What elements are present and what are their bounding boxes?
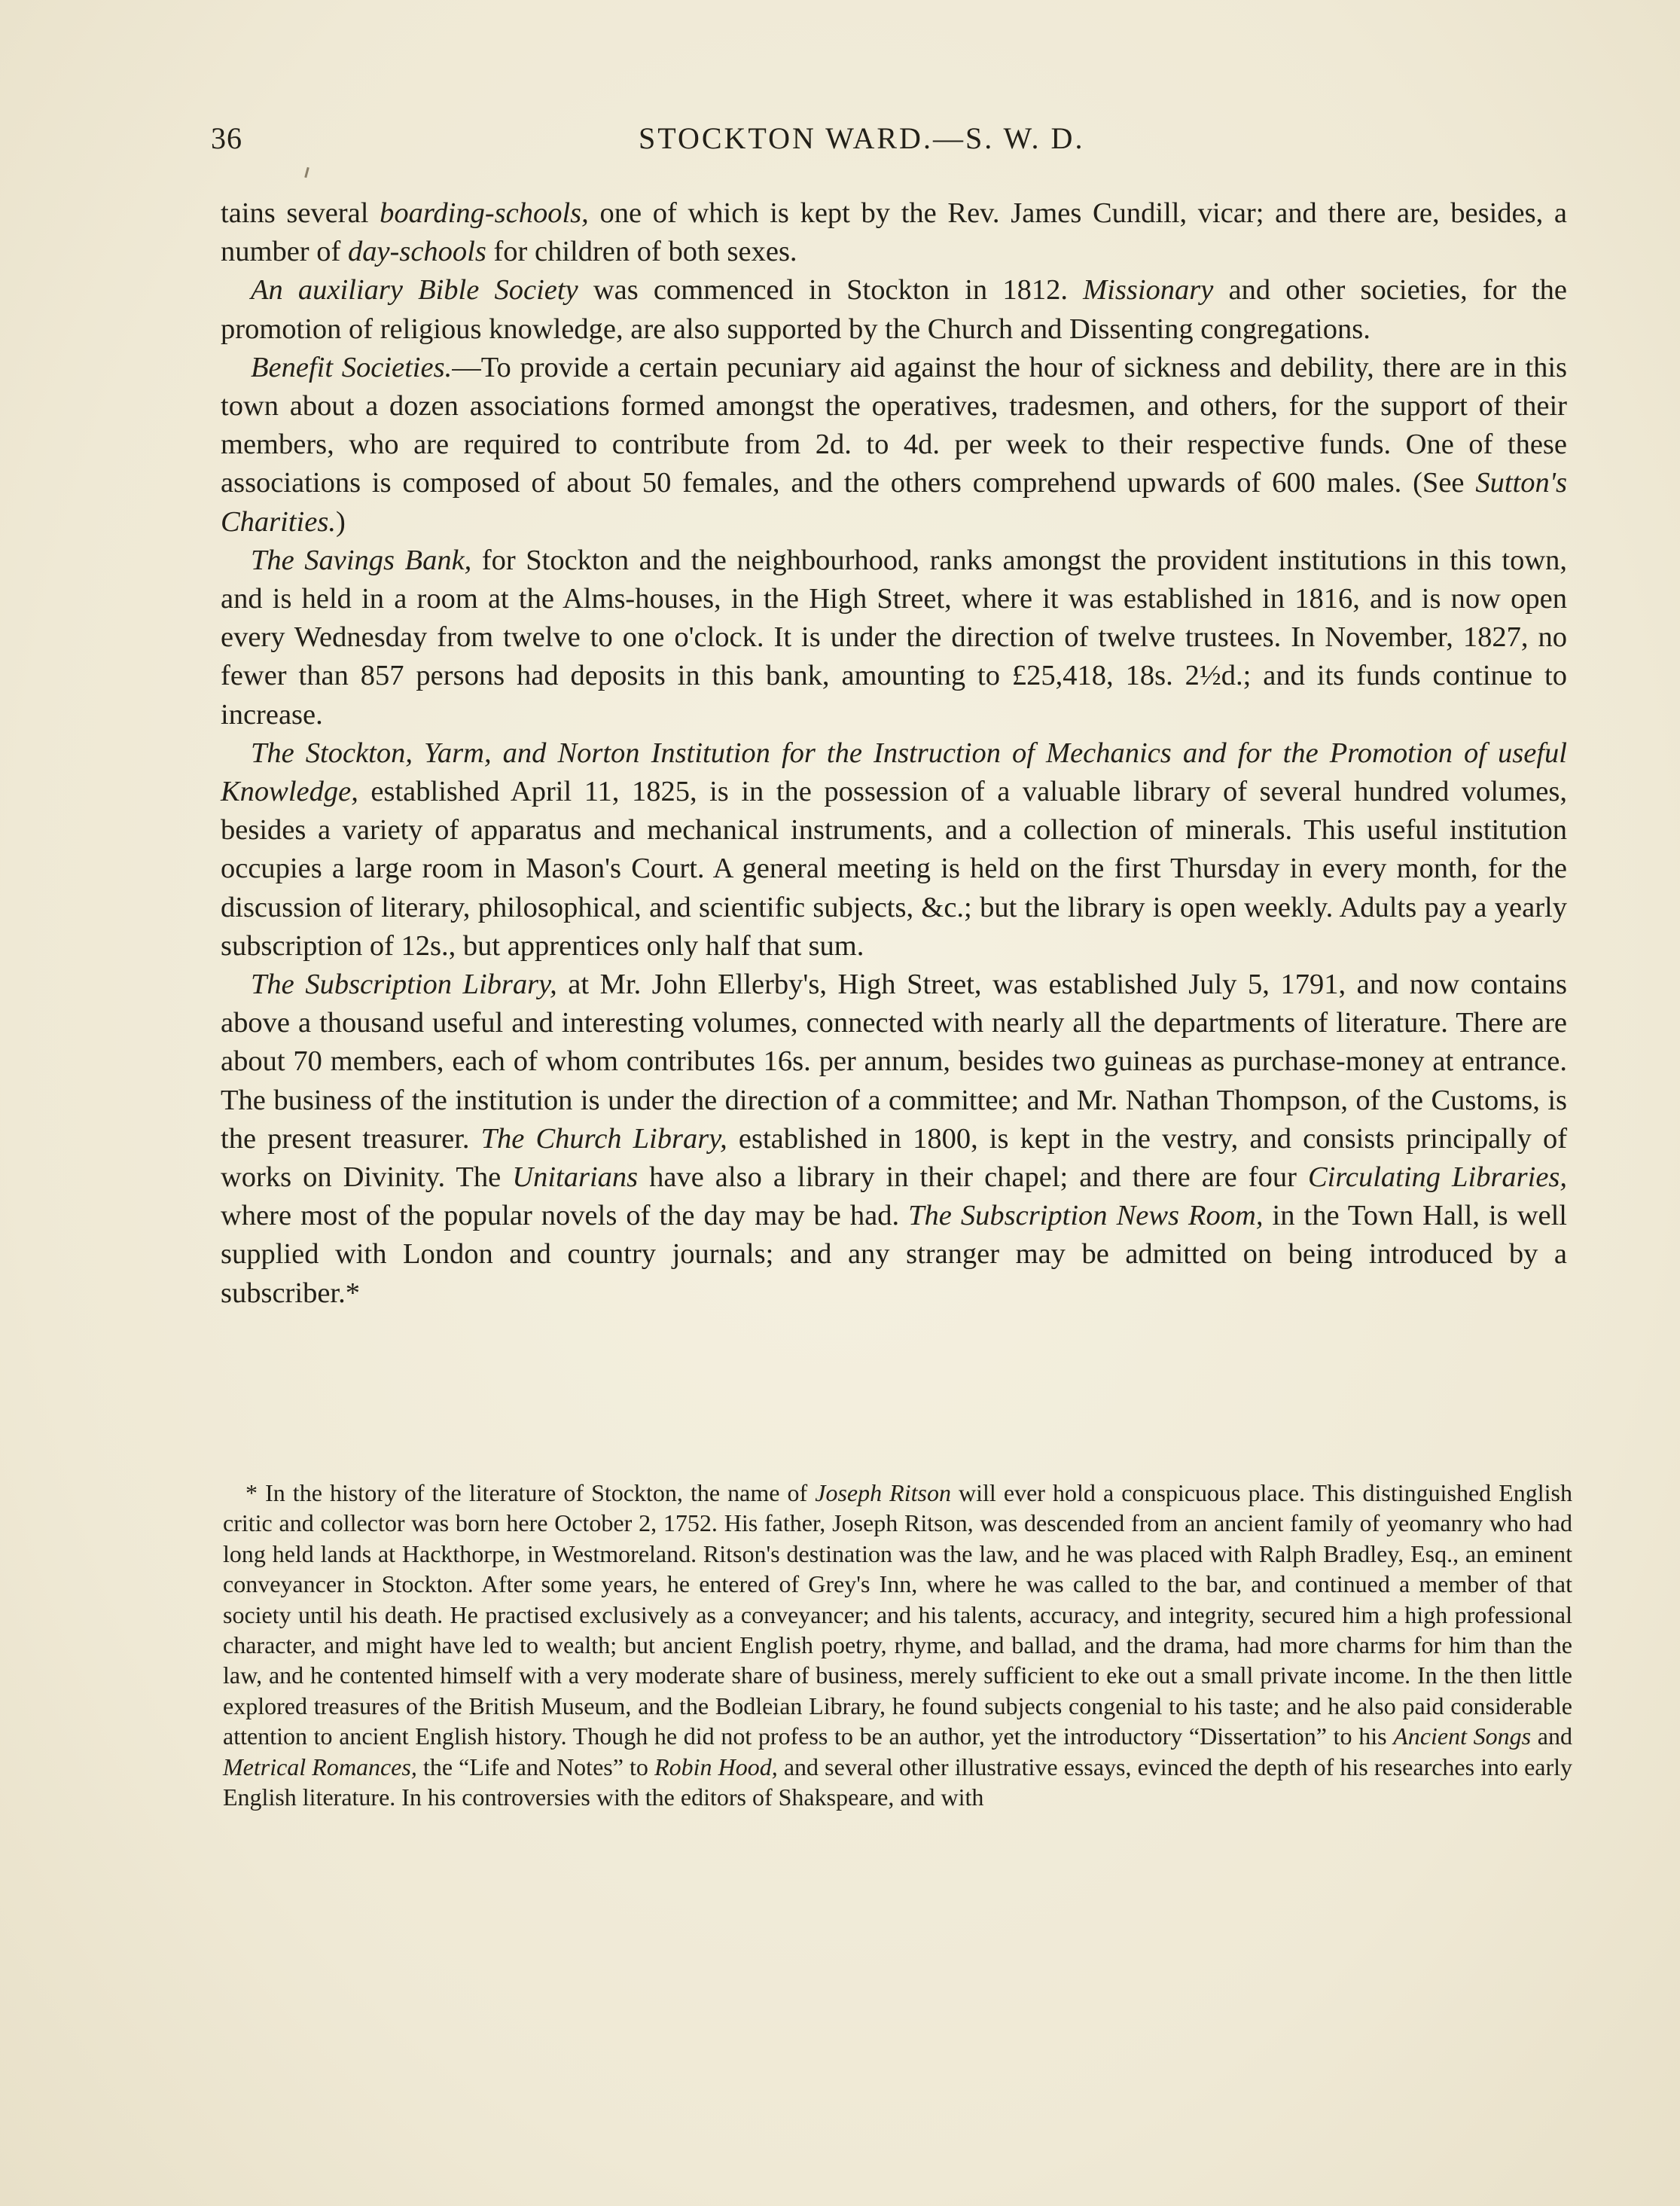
paragraph-benefit-societies: Benefit Societies.—To provide a certain pecuniary aid against the hour of sickness and debility, there are in this town about a dozen associations formed amongst the operatives, tradesmen, and others, for the support of their members, who are required to contribute from 2d. to 4d. per week to their respective funds. One of these associations is composed of about 50 females, and the others comprehend upwards of 600 males. (See Sutton's Charities.) [221,351,1568,538]
ink-mark [304,167,309,178]
paragraph-libraries: The Subscription Library, at Mr. John Ellerby's, High Street, was established July 5, 1791, and now contains above a thousand useful and interesting volumes, connected with nearly all the departments of literature. There are about 70 members, each of whom contributes 16s. per annum, besides two guineas as purchase-money at entrance. The business of the institution is under the direction of a committee; and Mr. Nathan Thompson, of the Customs, is the present treasurer. The Church Library, established in 1800, is kept in the vestry, and consists principally of works on Divinity. The Unitarians have also a library in their chapel; and there are four Circulating Libraries, where most of the popular novels of the day may be had. The Subscription News Room, in the Town Hall, is well supplied with London and country journals; and any stranger may be admitted on being introduced by a subscriber.* [221,969,1568,1309]
paragraph-mechanics-institution: The Stockton, Yarm, and Norton Institution for the Instruction of Mechanics and for the Promotion of useful Knowledge, established April 11, 1825, is in the possession of a valuable library of several hundred volumes, besides a variety of apparatus and mechanical instruments, and a collection of minerals. This useful institution occupies a large room in Mason's Court. A general meeting is held on the first Thursday in every month, for the discussion of literary, philosophical, and scientific subjects, &c.; but the library is open weekly. Adults pay a yearly subscription of 12s., but apprentices only half that sum. [221,737,1567,962]
paragraph-schools: tains several boarding-schools, one of which is kept by the Rev. James Cundill, vicar; and there are, besides, a number of day-schools for children of both sexes. [221,197,1567,268]
running-head: STOCKTON WARD.—S. W. D. [639,121,1085,155]
footnote-ritson: * In the history of the literature of Stockton, the name of Joseph Ritson will ever hold a conspicuous place. This distinguished English critic and collector was born here October 2, 1752. His father, Joseph Ritson, was descended from an ancient family of yeomanry who had long held lands at Hackthorpe, in Westmoreland. Ritson's destination was the law, and he was placed with Ralph Bradley, Esq., an eminent conveyancer in Stockton. After some years, he entered of Grey's Inn, where he was called to the bar, and continued a member of that society until his death. He practised exclusively as a conveyancer; and his talents, accuracy, and integrity, secured him a high professional character, and might have led to wealth; but ancient English poetry, rhyme, and ballad, and the drama, had more charms for him than the law, and he contented himself with a very moderate share of business, merely sufficient to eke out a small private income. In the then little explored treasures of the British Museum, and the Bodleian Library, he found subjects congenial to his taste; and he also paid considerable attention to ancient English history. Though he did not profess to be an author, yet the introductory “Dissertation” to his Ancient Songs and Metrical Romances, the “Life and Notes” to Robin Hood, and several other illustrative essays, evinced the depth of his researches into early English literature. In his controversies with the editors of Shakspeare, and with [223,1479,1573,1811]
footnote [223,1478,1572,1812]
page-number: 36 [211,121,242,155]
paragraph-bible-society: An auxiliary Bible Society was commenced in Stockton in 1812. Missionary and other societies, for the promotion of religious knowledge, are also supported by the Church and Dissenting congregations. [221,274,1567,345]
page-header [211,121,1566,166]
main-text [221,194,1567,1313]
paragraph-savings-bank: The Savings Bank, for Stockton and the neighbourhood, ranks amongst the provident institutions in this town, and is held in a room at the Alms-houses, in the High Street, where it was established in 1816, and is now open every Wednesday from twelve to one o'clock. It is under the direction of twelve trustees. In November, 1827, no fewer than 857 persons had deposits in this bank, amounting to £25,418, 18s. 2½d.; and its funds continue to increase. [221,544,1568,731]
